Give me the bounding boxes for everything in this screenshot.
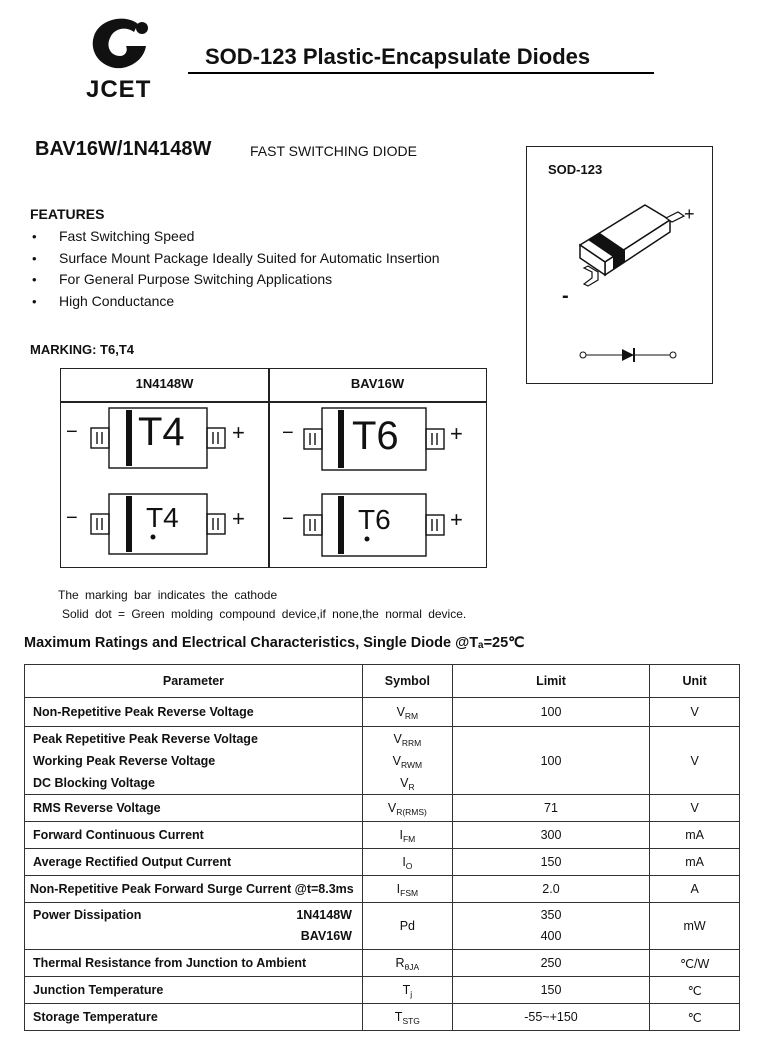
package-label: SOD-123 [548, 162, 603, 177]
marking-code: T6 [358, 504, 391, 535]
anode-sign: + [232, 420, 245, 445]
table-row: Average Rectified Output Current $I_O$ 150 mA [25, 849, 740, 876]
marking-code: T4 [138, 410, 185, 454]
anode-sign: + [450, 421, 463, 446]
marking-col-bav16w: BAV16W [350, 376, 405, 391]
header-parameter: Parameter [25, 665, 363, 698]
table-row: Forward Continuous Current $I_{FM}$ 300 mA [25, 822, 740, 849]
table-row: Storage Temperature $T_{STG}$ -55~+150 ℃ [25, 1004, 740, 1031]
jcet-logo-icon [86, 14, 158, 78]
ratings-table [24, 664, 740, 1031]
marking-drawings [60, 400, 487, 568]
package-cathode-sign: - [562, 285, 569, 307]
header-unit: Unit [650, 665, 740, 698]
marking-col-1n4148w: 1N4148W [135, 376, 194, 391]
table-row: Junction Temperature $T_j$ 150 ℃ [25, 977, 740, 1004]
marking-note-cathode: The marking bar indicates the cathode [58, 588, 278, 602]
part-number: BAV16W/1N4148W [35, 138, 212, 160]
list-item: • For General Purpose Switching Applications [30, 269, 440, 291]
table-row: Non-Repetitive Peak Reverse Voltage $V_{RM}$ 100 V [25, 698, 740, 727]
anode-sign: + [232, 506, 245, 531]
marking-note-dot: Solid dot = Green molding compound device,if none,the normal device. [62, 607, 467, 621]
marking-heading: MARKING: T6,T4 [30, 342, 134, 357]
table-header-row [25, 665, 740, 698]
table-row: Peak Repetitive Peak Reverse Voltage Working Peak Reverse Voltage DC Blocking Voltage $V_{RRM}$ $V_{RWM}$ $V_R$ 100 V [25, 727, 740, 795]
cathode-sign: − [66, 421, 78, 443]
logo-text: JCET [86, 76, 152, 103]
page-title: SOD-123 Plastic-Encapsulate Diodes [205, 44, 591, 69]
table-row: Non-Repetitive Peak Forward Surge Current @t=8.3ms $I_{FSM}$ 2.0 A [25, 876, 740, 903]
features-list [30, 226, 440, 312]
package-anode-sign: + [684, 204, 695, 224]
cathode-sign: − [282, 422, 294, 444]
table-row: Thermal Resistance from Junction to Ambient $R_{\theta JA}$ 250 ℃/W [25, 950, 740, 977]
table-row: Power Dissipation 1N4148W BAV16W Pd 350 400 mW [25, 903, 740, 950]
cathode-sign: − [282, 508, 294, 530]
table-row: RMS Reverse Voltage $V_{R(RMS)}$ 71 V [25, 795, 740, 822]
list-item: • Fast Switching Speed [30, 226, 440, 248]
list-item: • Surface Mount Package Ideally Suited for Automatic Insertion [30, 248, 440, 270]
part-subtitle: FAST SWITCHING DIODE [250, 143, 417, 159]
list-item: • High Conductance [30, 291, 440, 313]
features-heading: FEATURES [30, 206, 105, 222]
header-limit: Limit [452, 665, 649, 698]
marking-code: T6 [352, 414, 399, 458]
sod123-package-icon [570, 200, 690, 300]
diode-symbol-icon [578, 344, 678, 366]
title-underline [188, 72, 654, 74]
header-symbol: Symbol [362, 665, 452, 698]
marking-code: T4 [146, 502, 179, 533]
anode-sign: + [450, 507, 463, 532]
cathode-sign: − [66, 507, 78, 529]
ratings-title: Maximum Ratings and Electrical Characteristics, Single Diode @Tₐ=25℃ [24, 635, 525, 651]
